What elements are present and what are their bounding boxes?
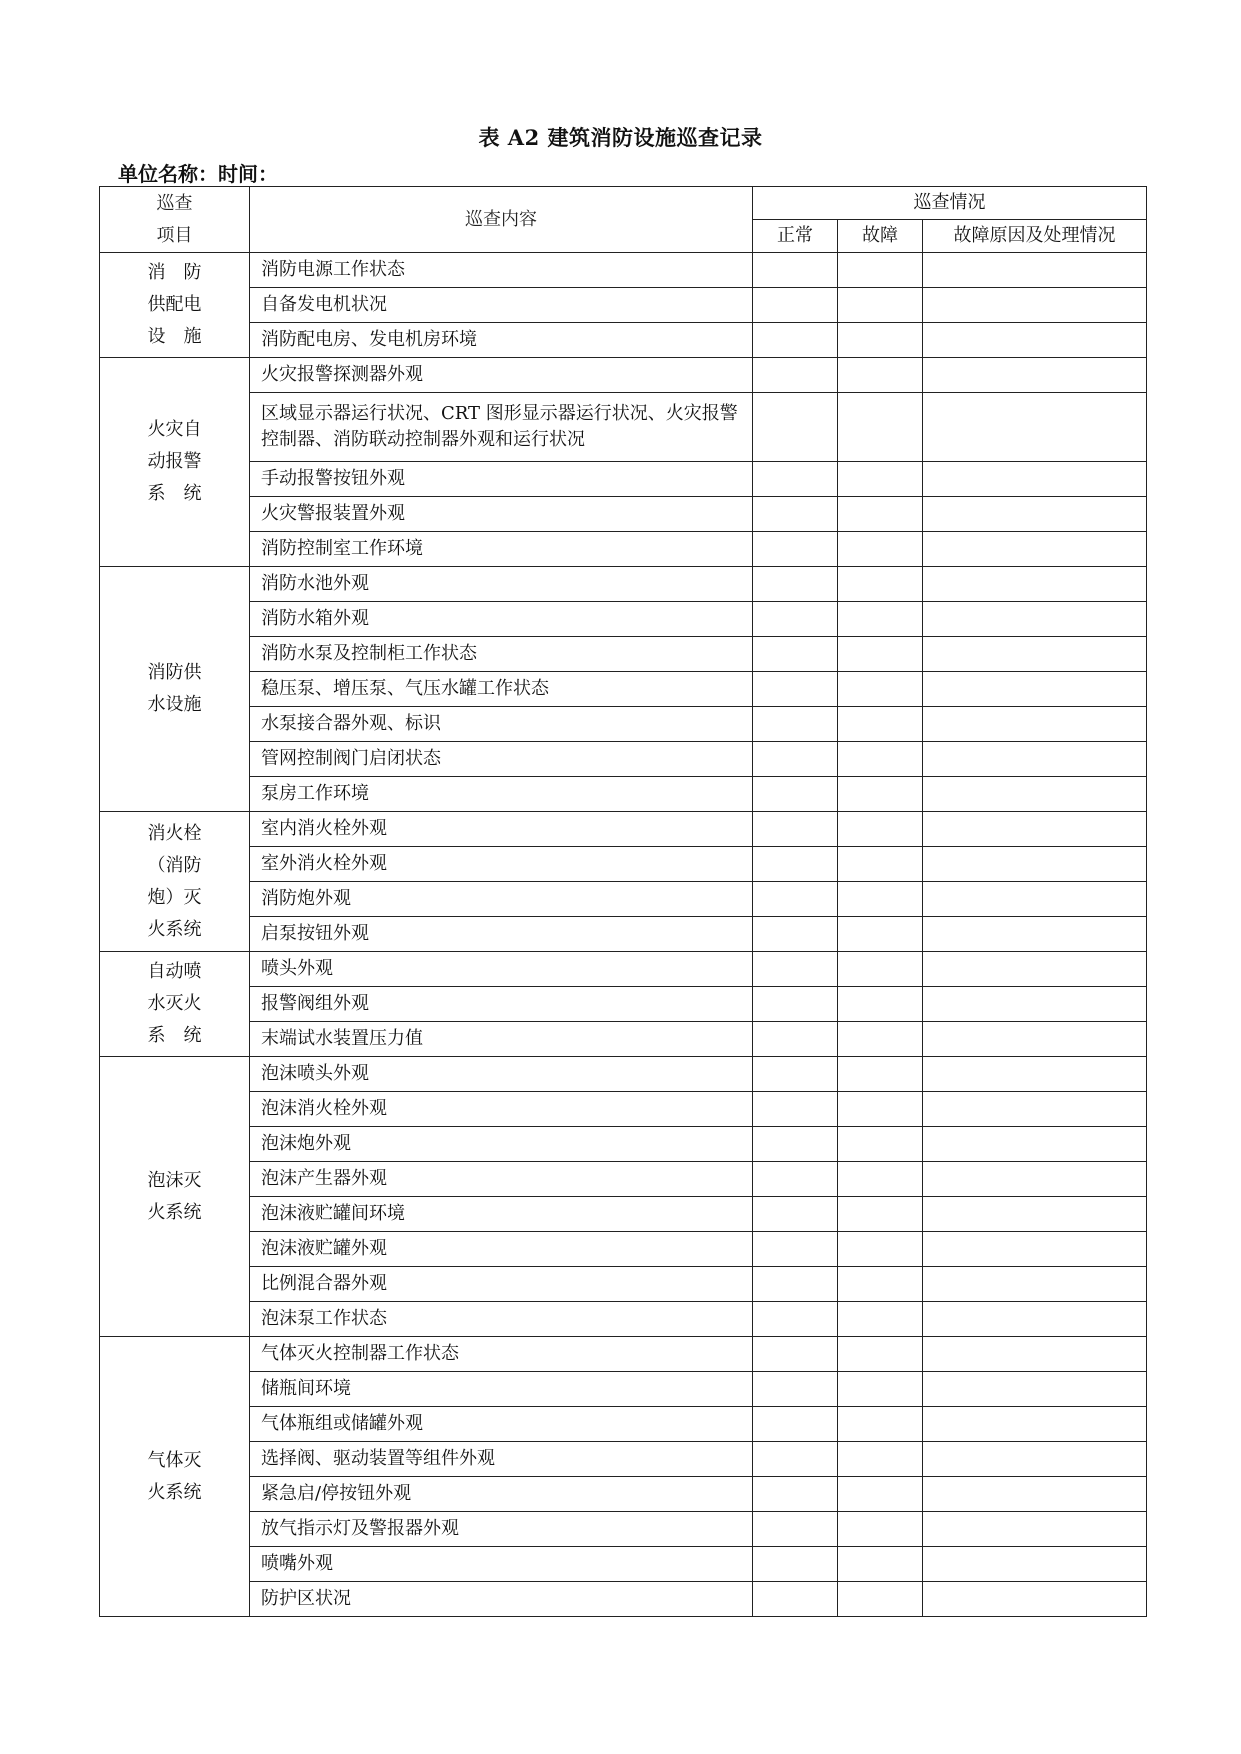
fault-cell[interactable] [838,1512,923,1547]
inspection-item: 泡沫泵工作状态 [250,1302,753,1337]
inspection-item: 自备发电机状况 [250,288,753,323]
inspection-item: 消防水箱外观 [250,602,753,637]
inspection-item: 泡沫消火栓外观 [250,1092,753,1127]
fault-cell[interactable] [838,1372,923,1407]
category-line: 炮）灭 [147,886,202,908]
inspection-item: 选择阀、驱动装置等组件外观 [250,1442,753,1477]
category-cell [100,952,250,1057]
fault-reason-cell[interactable] [923,1477,1147,1512]
fault-cell[interactable] [838,917,923,952]
table-row [100,393,1147,462]
inspection-item: 喷头外观 [250,952,753,987]
category-line: 自动喷 [147,961,202,982]
fault-reason-cell[interactable] [923,1197,1147,1232]
table-row [100,1057,1147,1092]
normal-cell[interactable] [753,812,838,847]
fault-reason-cell[interactable] [923,1092,1147,1127]
inspection-item: 火灾报警探测器外观 [250,358,753,393]
normal-cell[interactable] [753,1092,838,1127]
table-row [100,1022,1147,1057]
fault-reason-cell[interactable] [923,462,1147,497]
category-line: 泡沫灭 [147,1169,202,1191]
normal-cell[interactable] [753,1022,838,1057]
inspection-item: 泡沫炮外观 [250,1127,753,1162]
normal-cell[interactable] [753,532,838,567]
normal-cell[interactable] [753,1337,838,1372]
fault-cell[interactable] [838,532,923,567]
table-row [100,742,1147,777]
normal-cell[interactable] [753,672,838,707]
inspection-item: 消防配电房、发电机房环境 [250,323,753,358]
category-line: 系 统 [147,1025,202,1046]
inspection-item: 消防水泵及控制柜工作状态 [250,637,753,672]
fault-reason-cell[interactable] [923,1022,1147,1057]
normal-cell[interactable] [753,602,838,637]
category-cell [100,1057,250,1337]
header-item-line: 项目 [156,224,193,246]
table-row [100,462,1147,497]
table-row [100,847,1147,882]
table-row [100,602,1147,637]
table-row [100,917,1147,952]
fault-cell[interactable] [838,777,923,812]
table-row [100,1267,1147,1302]
table-row [100,707,1147,742]
inspection-item: 水泵接合器外观、标识 [250,707,753,742]
normal-cell[interactable] [753,567,838,602]
normal-cell[interactable] [753,1407,838,1442]
fault-reason-cell[interactable] [923,812,1147,847]
inspection-item: 启泵按钮外观 [250,917,753,952]
fault-cell[interactable] [838,847,923,882]
normal-cell[interactable] [753,882,838,917]
normal-cell[interactable] [753,358,838,393]
normal-cell[interactable] [753,1582,838,1617]
fault-reason-cell[interactable] [923,672,1147,707]
fault-cell[interactable] [838,462,923,497]
normal-cell[interactable] [753,952,838,987]
inspection-item: 气体瓶组或储罐外观 [250,1407,753,1442]
category-line: 消火栓 [147,822,202,844]
normal-cell[interactable] [753,1197,838,1232]
normal-cell[interactable] [753,1232,838,1267]
fault-reason-cell[interactable] [923,882,1147,917]
header-fault-reason: 故障原因及处理情况 [923,220,1147,253]
fault-reason-cell[interactable] [923,1372,1147,1407]
inspection-item: 室外消火栓外观 [250,847,753,882]
fault-cell[interactable] [838,1197,923,1232]
fault-reason-cell[interactable] [923,393,1147,462]
normal-cell[interactable] [753,253,838,288]
fault-cell[interactable] [838,602,923,637]
fault-reason-cell[interactable] [923,1407,1147,1442]
table-row [100,1127,1147,1162]
category-line: 设 施 [147,326,202,347]
table-row [100,358,1147,393]
category-line: 消 防 [147,262,202,283]
normal-cell[interactable] [753,707,838,742]
fault-cell[interactable] [838,672,923,707]
table-row [100,288,1147,323]
inspection-item: 气体灭火控制器工作状态 [250,1337,753,1372]
document-title: 表 A2 建筑消防设施巡查记录 [478,125,763,150]
category-line: 水设施 [147,694,202,715]
inspection-item: 泡沫产生器外观 [250,1162,753,1197]
fault-reason-cell[interactable] [923,1057,1147,1092]
table-row [100,1372,1147,1407]
table-row [100,323,1147,358]
fault-reason-cell[interactable] [923,532,1147,567]
fault-reason-cell[interactable] [923,1162,1147,1197]
normal-cell[interactable] [753,1267,838,1302]
table-row [100,1442,1147,1477]
fault-cell[interactable] [838,323,923,358]
normal-cell[interactable] [753,1057,838,1092]
category-cell [100,812,250,952]
table-row [100,1512,1147,1547]
fault-reason-cell[interactable] [923,637,1147,672]
table-row [100,567,1147,602]
category-line: 火系统 [147,918,202,940]
header-fault: 故障 [838,220,923,253]
fault-cell[interactable] [838,567,923,602]
fault-reason-cell[interactable] [923,253,1147,288]
table-row [100,532,1147,567]
unit-name-time-label: 单位名称：时间： [118,162,278,186]
fault-cell[interactable] [838,742,923,777]
fault-cell[interactable] [838,707,923,742]
header-normal: 正常 [753,220,838,253]
header-inspection-content: 巡查内容 [250,187,753,253]
normal-cell[interactable] [753,1162,838,1197]
fault-reason-cell[interactable] [923,1127,1147,1162]
category-cell [100,567,250,812]
normal-cell[interactable] [753,847,838,882]
inspection-item: 手动报警按钮外观 [250,462,753,497]
category-line: 动报警 [147,451,202,472]
table-row [100,253,1147,288]
table-row [100,1232,1147,1267]
normal-cell[interactable] [753,742,838,777]
table-row [100,952,1147,987]
fault-reason-cell[interactable] [923,1232,1147,1267]
table-row [100,882,1147,917]
fault-cell[interactable] [838,1232,923,1267]
fault-reason-cell[interactable] [923,917,1147,952]
fault-cell[interactable] [838,393,923,462]
fault-reason-cell[interactable] [923,987,1147,1022]
fault-cell[interactable] [838,358,923,393]
table-row [100,672,1147,707]
table-row [100,497,1147,532]
table-row [100,637,1147,672]
fault-reason-cell[interactable] [923,288,1147,323]
table-row [100,1092,1147,1127]
fault-cell[interactable] [838,1337,923,1372]
normal-cell[interactable] [753,288,838,323]
table-row [100,1547,1147,1582]
normal-cell[interactable] [753,1547,838,1582]
inspection-item: 泡沫液贮罐外观 [250,1232,753,1267]
inspection-item: 放气指示灯及警报器外观 [250,1512,753,1547]
category-line: 火系统 [147,1201,202,1223]
inspection-item: 储瓶间环境 [250,1372,753,1407]
inspection-item: 紧急启/停按钮外观 [250,1477,753,1512]
fault-cell[interactable] [838,1582,923,1617]
table-row [100,812,1147,847]
category-line: 水灭火 [147,993,202,1014]
category-line: 气体灭 [147,1449,202,1471]
inspection-item: 管网控制阀门启闭状态 [250,742,753,777]
table-row [100,1407,1147,1442]
category-line: 系 统 [147,483,202,504]
fault-cell[interactable] [838,1267,923,1302]
fault-cell[interactable] [838,987,923,1022]
fault-cell[interactable] [838,637,923,672]
table-row [100,1162,1147,1197]
fault-cell[interactable] [838,882,923,917]
inspection-item: 消防电源工作状态 [250,253,753,288]
fault-cell[interactable] [838,1407,923,1442]
normal-cell[interactable] [753,917,838,952]
fault-cell[interactable] [838,253,923,288]
fault-reason-cell[interactable] [923,358,1147,393]
inspection-item: 防护区状况 [250,1582,753,1617]
inspection-item: 泡沫液贮罐间环境 [250,1197,753,1232]
fault-cell[interactable] [838,1057,923,1092]
fault-cell[interactable] [838,1022,923,1057]
category-cell [100,1337,250,1617]
fault-reason-cell[interactable] [923,323,1147,358]
fault-reason-cell[interactable] [923,952,1147,987]
inspection-item: 末端试水装置压力值 [250,1022,753,1057]
inspection-item: 报警阀组外观 [250,987,753,1022]
fault-cell[interactable] [838,288,923,323]
category-line: 消防供 [147,662,202,683]
normal-cell[interactable] [753,1127,838,1162]
fault-cell[interactable] [838,1162,923,1197]
inspection-item: 稳压泵、增压泵、气压水罐工作状态 [250,672,753,707]
inspection-item: 泡沫喷头外观 [250,1057,753,1092]
table-row [100,1302,1147,1337]
fault-reason-cell[interactable] [923,707,1147,742]
fault-reason-cell[interactable] [923,1267,1147,1302]
normal-cell[interactable] [753,1512,838,1547]
normal-cell[interactable] [753,462,838,497]
table-row [100,1337,1147,1372]
category-cell [100,253,250,358]
fault-reason-cell[interactable] [923,567,1147,602]
inspection-item: 火灾警报装置外观 [250,497,753,532]
normal-cell[interactable] [753,777,838,812]
fault-reason-cell[interactable] [923,1442,1147,1477]
fault-cell[interactable] [838,1477,923,1512]
table-row [100,1197,1147,1232]
table-row [100,1582,1147,1617]
fault-cell[interactable] [838,952,923,987]
fault-cell[interactable] [838,1302,923,1337]
category-line: （消防 [147,854,202,876]
normal-cell[interactable] [753,393,838,462]
fault-cell[interactable] [838,812,923,847]
inspection-item: 比例混合器外观 [250,1267,753,1302]
fault-cell[interactable] [838,1092,923,1127]
normal-cell[interactable] [753,1372,838,1407]
header-inspection-status: 巡查情况 [753,187,1147,220]
table-row [100,987,1147,1022]
normal-cell[interactable] [753,1442,838,1477]
header-item-line: 巡查 [156,192,193,214]
fault-reason-cell[interactable] [923,497,1147,532]
fault-reason-cell[interactable] [923,1302,1147,1337]
inspection-record-table [99,186,1147,1617]
inspection-item: 区域显示器运行状况、CRT 图形显示器运行状况、火灾报警控制器、消防联动控制器外观和运行状况 [250,393,753,462]
normal-cell[interactable] [753,637,838,672]
category-cell [100,358,250,567]
fault-reason-cell[interactable] [923,1337,1147,1372]
inspection-item: 消防水池外观 [250,567,753,602]
inspection-item: 消防控制室工作环境 [250,532,753,567]
fault-reason-cell[interactable] [923,602,1147,637]
inspection-item: 室内消火栓外观 [250,812,753,847]
header-inspection-item [100,187,250,253]
fault-cell[interactable] [838,1127,923,1162]
inspection-item: 消防炮外观 [250,882,753,917]
fault-cell[interactable] [838,1442,923,1477]
normal-cell[interactable] [753,497,838,532]
table-row [100,777,1147,812]
fault-reason-cell[interactable] [923,777,1147,812]
fault-reason-cell[interactable] [923,1512,1147,1547]
fault-reason-cell[interactable] [923,742,1147,777]
fault-cell[interactable] [838,1547,923,1582]
normal-cell[interactable] [753,323,838,358]
fault-cell[interactable] [838,497,923,532]
category-line: 火灾自 [147,419,202,440]
normal-cell[interactable] [753,987,838,1022]
category-line: 供配电 [147,294,202,315]
table-row [100,1477,1147,1512]
normal-cell[interactable] [753,1477,838,1512]
inspection-item: 喷嘴外观 [250,1547,753,1582]
fault-reason-cell[interactable] [923,1582,1147,1617]
category-line: 火系统 [147,1481,202,1503]
inspection-item: 泵房工作环境 [250,777,753,812]
normal-cell[interactable] [753,1302,838,1337]
fault-reason-cell[interactable] [923,1547,1147,1582]
fault-reason-cell[interactable] [923,847,1147,882]
